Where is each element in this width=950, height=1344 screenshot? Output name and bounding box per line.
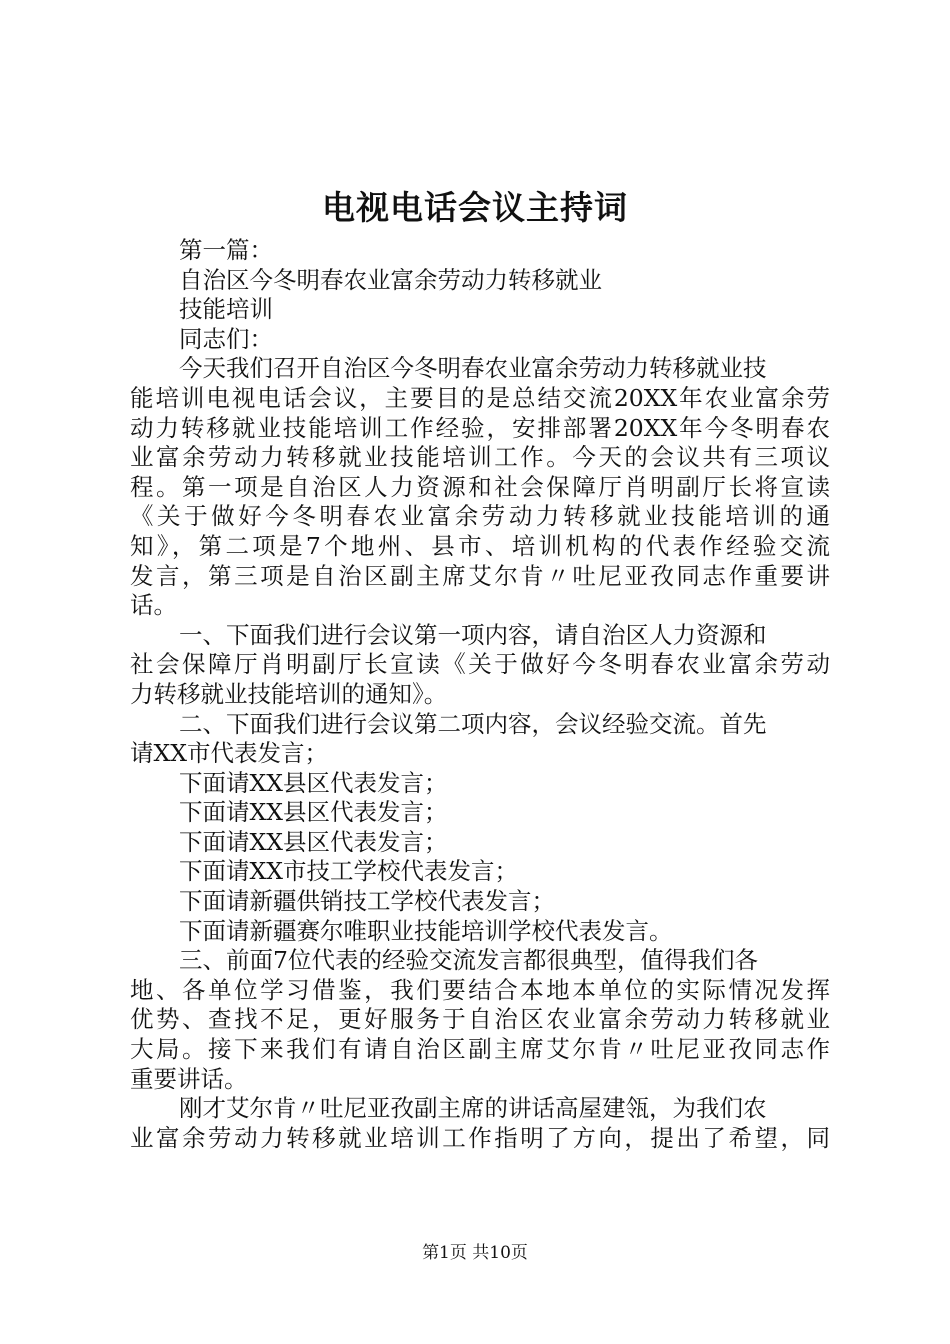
text-line: 三、前面7位代表的经验交流发言都很典型，值得我们各 [179, 946, 758, 975]
document-title: 电视电话会议主持词 [322, 188, 628, 227]
text-line: 地、各单位学习借鉴，我们要结合本地本单位的实际情况发挥 [130, 975, 830, 1004]
text-line: 下面请XX县区代表发言； [179, 768, 448, 797]
text-line: 知》，第二项是7个地州、县市、培训机构的代表作经验交流 [130, 531, 830, 560]
text-line: 下面请XX市技工学校代表发言； [179, 857, 518, 886]
document-body [130, 236, 830, 1153]
text-line: 程。第一项是自治区人力资源和社会保障厅肖明副厅长将宣读 [130, 472, 830, 501]
text-line: 下面请新疆供销技工学校代表发言； [179, 887, 555, 916]
text-line: 发言，第三项是自治区副主席艾尔肯〃吐尼亚孜同志作重要讲 [130, 561, 830, 590]
text-line: 优势、查找不足，更好服务于自治区农业富余劳动力转移就业 [130, 1005, 830, 1034]
text-line: 能培训电视电话会议，主要目的是总结交流20XX年农业富余劳 [130, 383, 830, 412]
text-line: 技能培训 [179, 295, 273, 324]
text-line: 刚才艾尔肯〃吐尼亚孜副主席的讲话高屋建瓴，为我们农 [179, 1094, 767, 1123]
text-line: 第一篇： [179, 236, 273, 264]
text-line: 今天我们召开自治区今冬明春农业富余劳动力转移就业技 [179, 354, 767, 383]
text-line: 动力转移就业技能培训工作经验，安排部署20XX年今冬明春农 [130, 413, 830, 442]
text-line: 自治区今冬明春农业富余劳动力转移就业 [179, 265, 602, 294]
text-line: 重要讲话。 [130, 1064, 248, 1093]
text-line: 下面请XX县区代表发言； [179, 827, 448, 856]
text-line: 《关于做好今冬明春农业富余劳动力转移就业技能培训的通 [130, 502, 830, 531]
text-line: 业富余劳动力转移就业技能培训工作。今天的会议共有三项议 [130, 443, 830, 472]
text-line: 一、下面我们进行会议第一项内容，请自治区人力资源和 [179, 620, 767, 649]
text-line: 话。 [130, 591, 177, 620]
text-line: 社会保障厅肖明副厅长宣读《关于做好今冬明春农业富余劳动 [130, 650, 830, 679]
text-line: 下面请新疆赛尔唯职业技能培训学校代表发言。 [179, 916, 673, 945]
text-line: 力转移就业技能培训的通知》。 [130, 679, 448, 708]
text-line: 下面请XX县区代表发言； [179, 798, 448, 827]
page-footer: 第1页 共10页 [422, 1243, 528, 1263]
text-line: 二、下面我们进行会议第二项内容，会议经验交流。首先 [179, 709, 767, 738]
text-line: 大局。接下来我们有请自治区副主席艾尔肯〃吐尼亚孜同志作 [130, 1035, 830, 1064]
text-line: 请XX市代表发言； [130, 739, 328, 768]
text-line: 业富余劳动力转移就业培训工作指明了方向，提出了希望，同 [130, 1123, 830, 1152]
text-line: 同志们： [179, 324, 273, 353]
